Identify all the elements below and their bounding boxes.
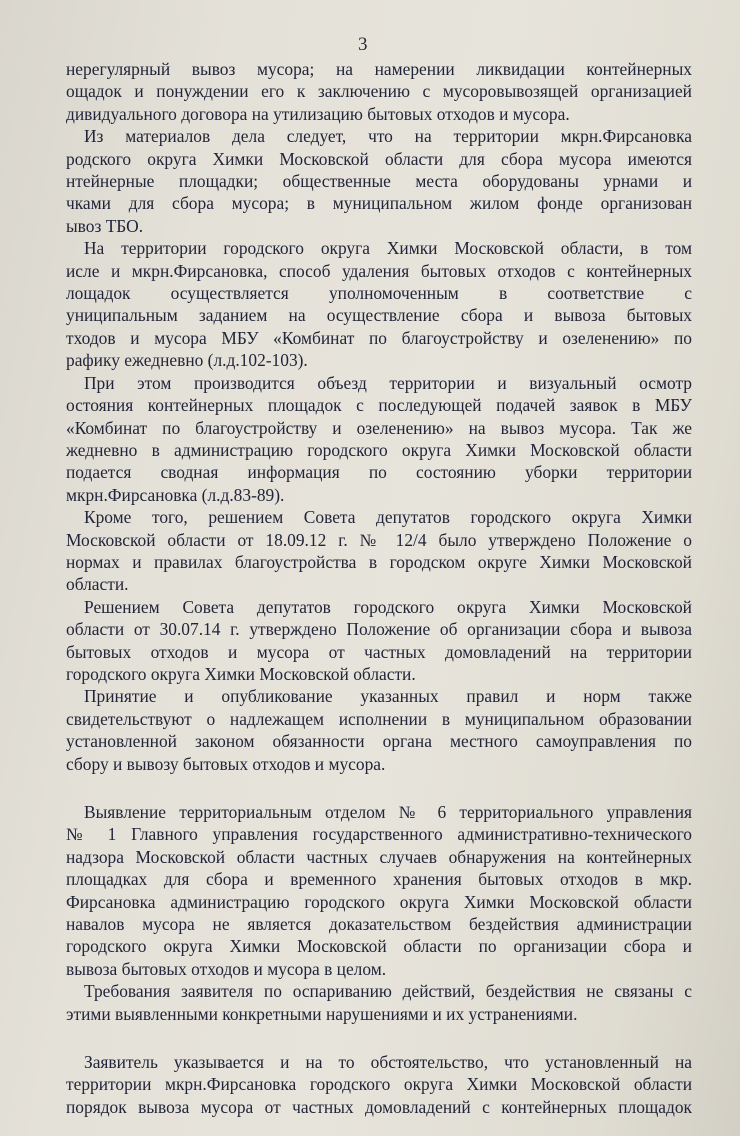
text-line: подается сводная информация по состоянию уборки территории	[66, 462, 692, 483]
paragraph	[66, 372, 692, 506]
paragraph	[66, 1051, 692, 1118]
text-line: остояния контейнерных площадок с последующей подачей заявок в МБУ	[66, 395, 692, 416]
text-line: тходов и мусора МБУ «Комбинат по благоустройству и озеленению» по	[66, 327, 692, 348]
text-line: «Комбинат по благоустройству и озеленению» на вывоз мусора. Так же	[66, 417, 692, 438]
text-line: лощадок осуществляется уполномоченным в соответствие с	[66, 283, 692, 304]
text-line: этими выявленными конкретными нарушениями и их устранениями.	[66, 1003, 578, 1024]
paragraph	[66, 237, 692, 371]
text-line: При этом производится объезд территории и визуальный осмотр	[84, 372, 692, 393]
paragraph	[66, 685, 692, 775]
text-line: Из материалов дела следует, что на территории мкрн.Фирсановка	[84, 126, 692, 147]
text-line: городского округа Химки Московской области.	[66, 663, 416, 684]
text-line: родского округа Химки Московской области для сбора мусора имеются	[66, 148, 692, 169]
text-line: Выявление территориальным отделом № 6 территориального управления	[84, 802, 692, 822]
paragraph-gap	[66, 1025, 692, 1051]
text-line: жедневно в администрацию городского округа Химки Московской области	[66, 439, 692, 460]
paragraph	[66, 801, 692, 980]
text-line: Принятие и опубликование указанных правил и норм также	[84, 686, 692, 707]
text-line: территории мкрн.Фирсановка городского округа Химки Московской области	[66, 1074, 692, 1095]
text-line: нерегулярный вывоз мусора; на намерении ликвидации контейнерных	[66, 59, 692, 79]
text-line: На территории городского округа Химки Московской области, в том	[84, 238, 692, 259]
paragraph	[66, 980, 692, 1025]
text-line: ывоз ТБО.	[66, 215, 144, 236]
text-line: дивидуального договора на утилизацию бытовых отходов и мусора.	[66, 103, 570, 124]
text-line: городского округа Химки Московской области по организации сбора и	[66, 936, 692, 957]
text-line: области.	[66, 574, 129, 595]
paragraph	[66, 125, 692, 237]
text-line: Решением Совета депутатов городского округа Химки Московской	[84, 596, 692, 617]
text-line: области от 30.07.14 г. утверждено Положение об организации сбора и вывоза	[66, 619, 692, 640]
paragraph-gap	[66, 775, 692, 801]
text-line: нормах и правилах благоустройства в городском округе Химки Московской	[66, 551, 692, 572]
document-body	[66, 58, 692, 1118]
text-line: рафику ежедневно (л.д.102-103).	[66, 350, 308, 371]
text-line: Заявитель указывается и на то обстоятельство, что установленный на	[84, 1052, 692, 1073]
text-line: установленной законом обязанности органа местного самоуправления по	[66, 731, 692, 752]
text-line: свидетельствуют о надлежащем исполнении в муниципальном образовании	[66, 708, 692, 729]
text-line: навалов мусора не является доказательством бездействия администрации	[66, 914, 692, 935]
text-line: мкрн.Фирсановка (л.д.83-89).	[66, 484, 285, 505]
text-line: сбору и вывозу бытовых отходов и мусора.	[66, 753, 386, 774]
text-line: ощадок и понуждении его к заключению с мусоровывозящей организацией	[66, 81, 692, 102]
text-line: порядок вывоза мусора от частных домовладений с контейнерных площадок	[66, 1096, 692, 1117]
page-number: 3	[358, 34, 368, 55]
text-line: Московской области от 18.09.12 г. № 12/4 было утверждено Положение о	[66, 529, 692, 550]
text-line: Кроме того, решением Совета депутатов городского округа Химки	[84, 507, 692, 528]
text-line: униципальным заданием на осуществление сбора и вывоза бытовых	[66, 305, 692, 326]
paragraph	[66, 58, 692, 125]
text-line: Фирсановка администрацию городского округа Химки Московской области	[66, 891, 692, 912]
text-line: нтейнерные площадки; общественные места оборудованы урнами и	[66, 171, 692, 192]
text-line: вывоза бытовых отходов и мусора в целом.	[66, 958, 387, 979]
paragraph	[66, 506, 692, 596]
text-line: площадках для сбора и временного хранения бытовых отходов в мкр.	[66, 869, 692, 890]
text-line: надзора Московской области частных случаев обнаружения на контейнерных	[66, 846, 692, 867]
text-line: № 1 Главного управления государственного административно-технического	[66, 824, 692, 845]
text-line: чками для сбора мусора; в муниципальном жилом фонде организован	[66, 193, 692, 214]
text-line: Требования заявителя по оспариванию действий, бездействия не связаны с	[84, 981, 692, 1002]
text-line: исле и мкрн.Фирсановка, способ удаления бытовых отходов с контейнерных	[66, 260, 692, 281]
text-line: бытовых отходов и мусора от частных домовладений на территории	[66, 641, 692, 662]
paragraph	[66, 596, 692, 686]
